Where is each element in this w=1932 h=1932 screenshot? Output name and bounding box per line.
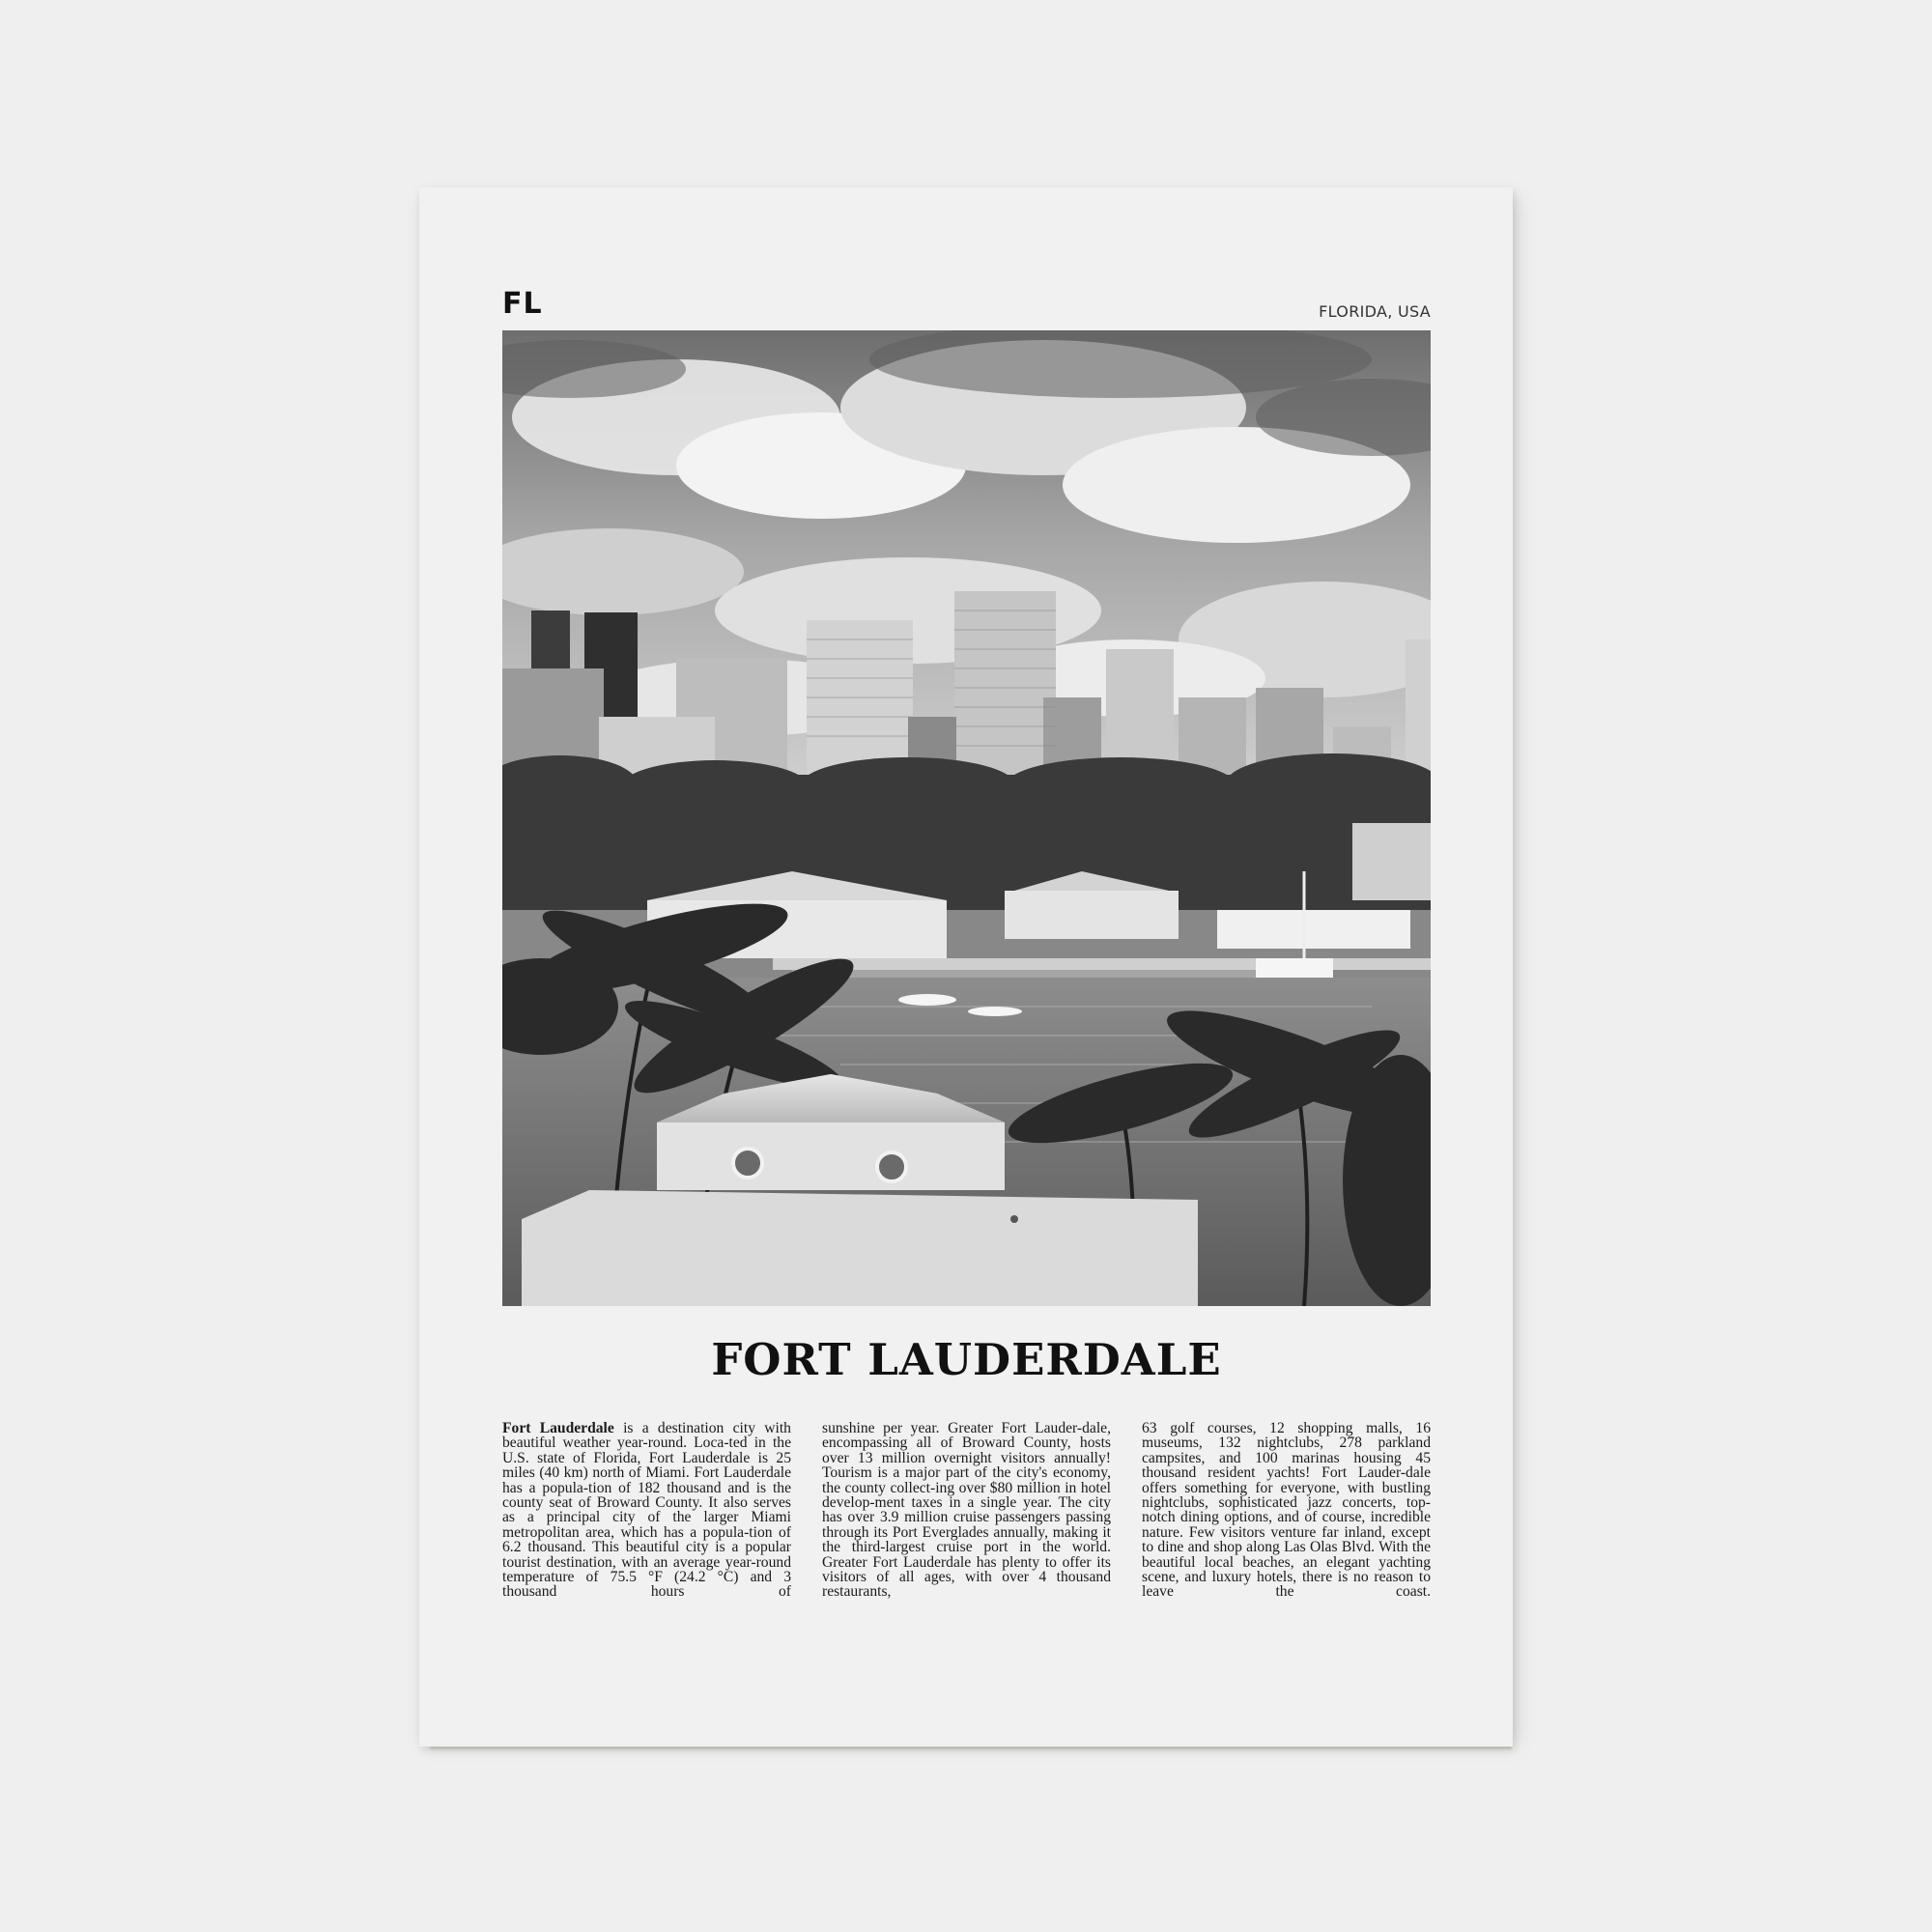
location-label: FLORIDA, USA: [1319, 302, 1431, 321]
skyline-photo: [502, 330, 1431, 1306]
description-lead: Fort Lauderdale: [502, 1420, 614, 1436]
tree-line: [502, 753, 1431, 910]
description-column-2: [822, 1421, 1111, 1600]
description-column-3: [1142, 1421, 1431, 1600]
photo-illustration: [502, 330, 1431, 1306]
city-title: FORT LAUDERDALE: [711, 1334, 1222, 1385]
description-column-1-text: is a destination city with beautiful weather year-round. Loca-ted in the U.S. state of Florida, Fort Lauderdale is 25 miles (40 km) north of Miami. Fort Lauderdale has a popula-tion of 182 thousand and is the county seat of Broward County. It also serves as a principal city of the larger Miami metropolitan area, which has a popula-tion of 6.2 thousand. This beautiful city is a popular tourist destination, with an average year-round temperature of 75.5 °F (24.2 °C) and 3 thousand hours of: [502, 1420, 791, 1601]
description-column-1: [502, 1421, 791, 1600]
state-code: FL: [502, 287, 543, 321]
description-column-2-text: sunshine per year. Greater Fort Lauder-dale, encompassing all of Broward County, hosts over 13 million overnight visitors annually! Tourism is a major part of the city's economy, the county collect-ing over $80 million in hotel develop-ment taxes in a single year. The city has over 3.9 million cruise passengers passing through its Port Everglades annually, making it the third-largest cruise port in the world. Greater Fort Lauderdale has plenty to offer its visitors of all ages, with over 4 thousand restaurants,: [822, 1420, 1111, 1601]
description-columns: [502, 1421, 1431, 1600]
description-column-3-text: 63 golf courses, 12 shopping malls, 16 museums, 132 nightclubs, 278 parkland campsites, and 100 marinas housing 45 thousand resident yachts! Fort Lauder-dale offers something for everyone, with bustling nightclubs, sophisticated jazz concerts, top-notch dining options, and of course, incredible nature. Few visitors venture far inland, except to dine and shop along Las Olas Blvd. With the beautiful local beaches, an elegant yachting scene, and luxury hotels, there is no reason to leave the coast.: [1142, 1420, 1431, 1601]
